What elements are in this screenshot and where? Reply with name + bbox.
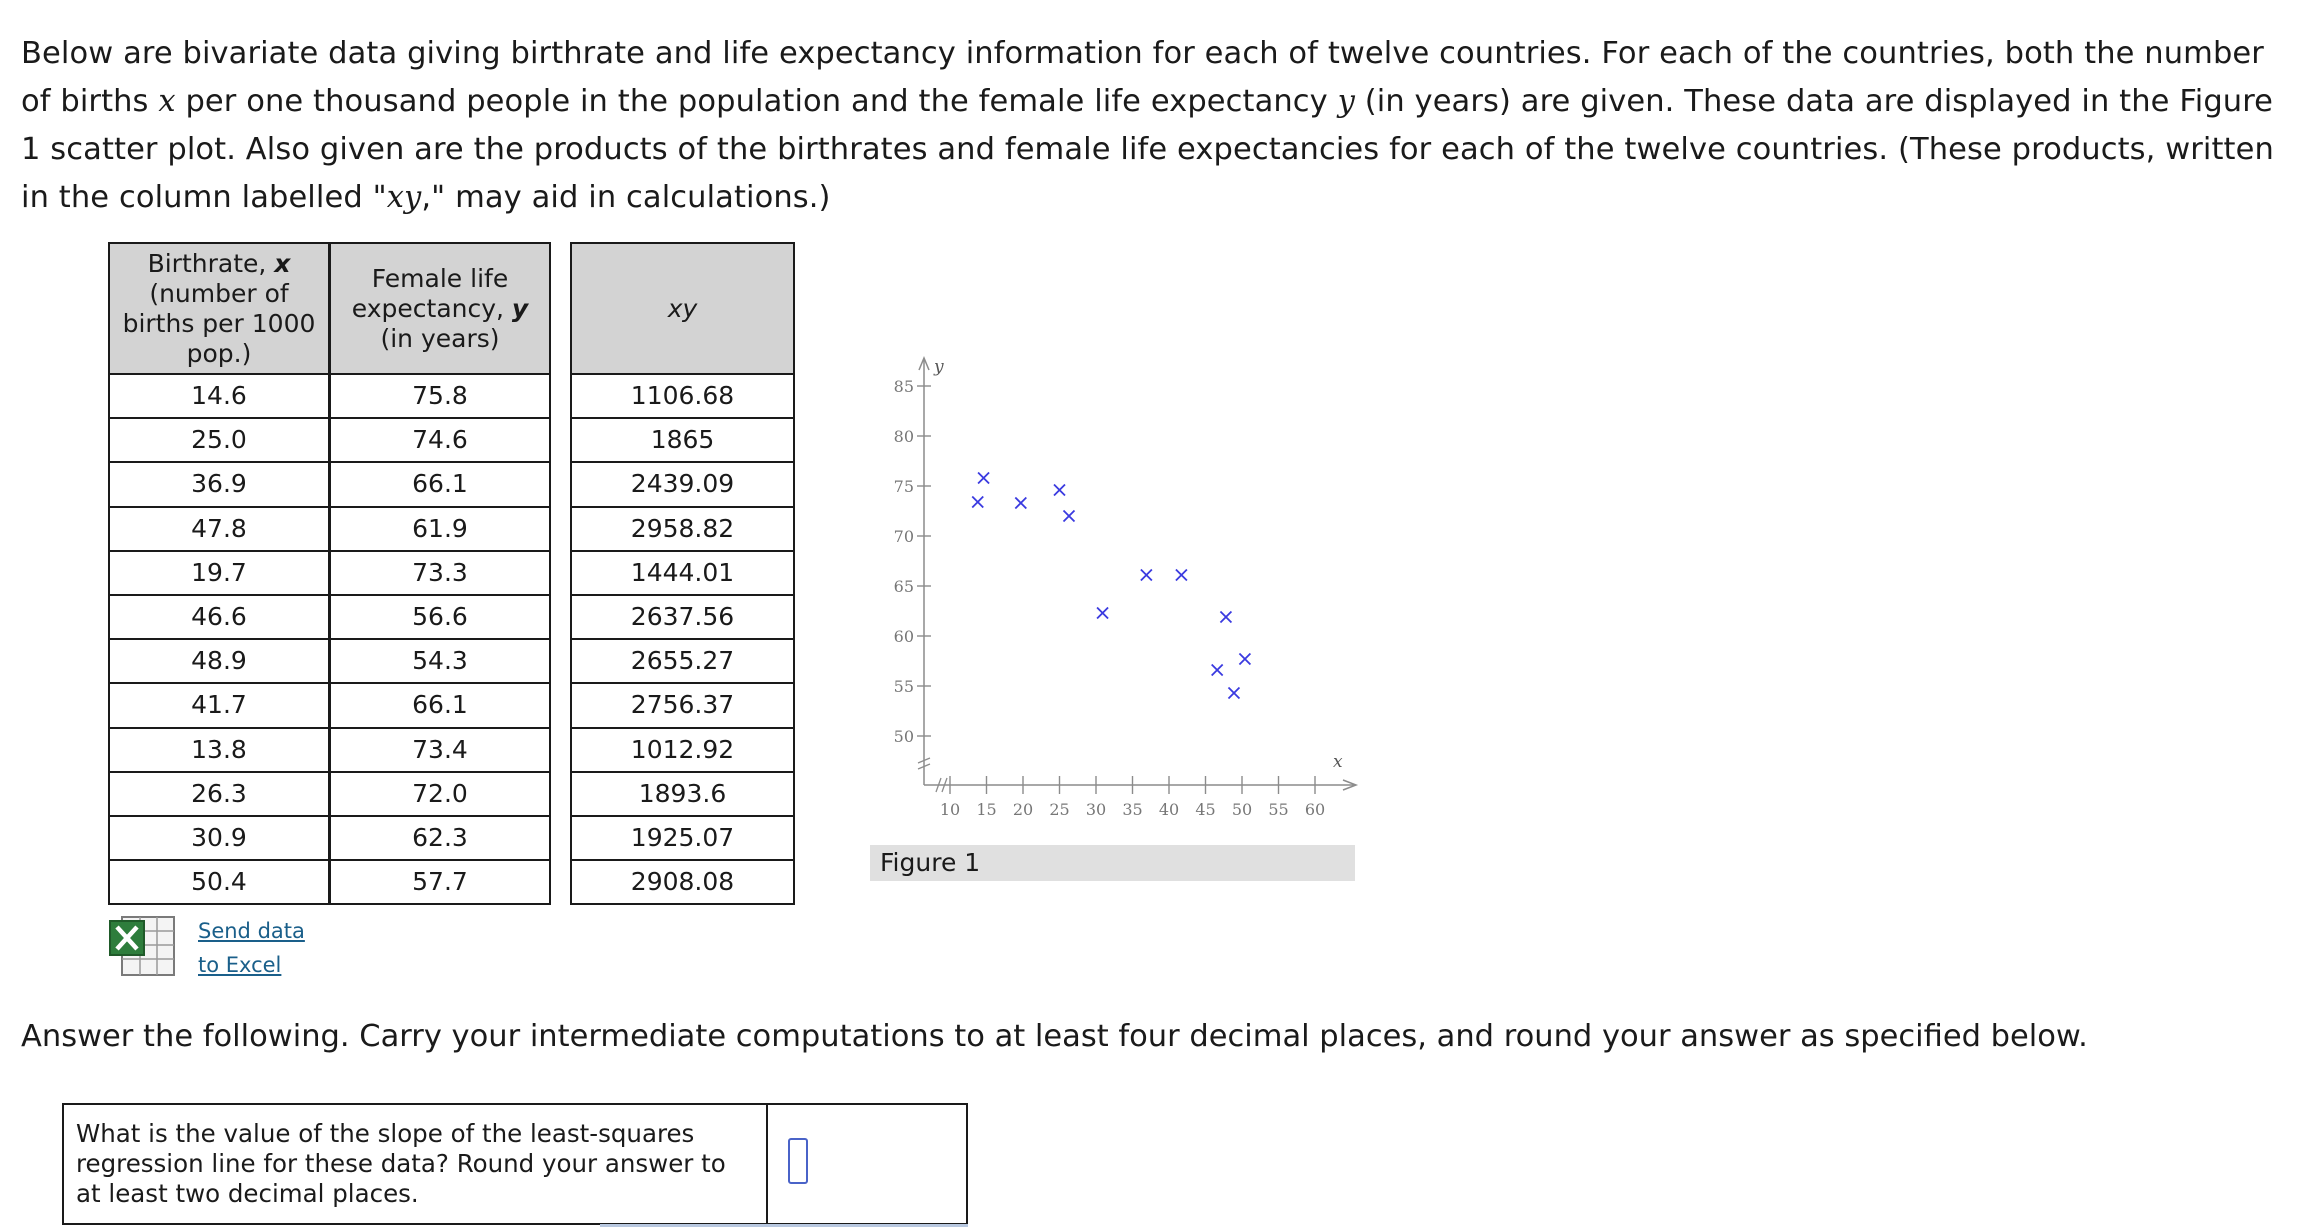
life-expectancy-cell: 66.1 — [330, 683, 550, 727]
life-expectancy-cell: 57.7 — [330, 860, 550, 904]
slope-answer-input[interactable] — [788, 1138, 808, 1184]
product-cell: 1893.6 — [571, 772, 794, 816]
send-data-to-excel-link[interactable]: Send data — [198, 919, 305, 943]
birthrate-cell: 13.8 — [109, 728, 329, 772]
data-point — [1228, 688, 1239, 699]
question-divider — [766, 1105, 768, 1223]
product-cell: 2637.56 — [571, 595, 794, 639]
x-tick-label: 40 — [1158, 800, 1180, 819]
life-expectancy-cell: 72.0 — [330, 772, 550, 816]
product-cell: 1925.07 — [571, 816, 794, 860]
x-tick-label: 10 — [939, 800, 961, 819]
table-row — [571, 418, 794, 462]
table-row — [109, 728, 329, 772]
var-y: y — [1337, 84, 1355, 119]
var-x: x — [158, 84, 176, 119]
data-point — [1176, 570, 1187, 581]
table-row — [571, 683, 794, 727]
birthrate-table — [108, 242, 330, 905]
product-cell: 2958.82 — [571, 507, 794, 551]
table-row — [109, 551, 329, 595]
product-table — [570, 242, 795, 905]
question-box — [62, 1103, 968, 1225]
table-row — [571, 507, 794, 551]
table-row — [571, 374, 794, 418]
y-tick-label: 80 — [893, 427, 914, 446]
table-row — [571, 860, 794, 904]
table-row — [330, 595, 550, 639]
birthrate-cell: 25.0 — [109, 418, 329, 462]
birthrate-cell: 19.7 — [109, 551, 329, 595]
x-tick-label: 30 — [1085, 800, 1107, 819]
x-tick-label: 55 — [1268, 800, 1289, 819]
birthrate-cell: 50.4 — [109, 860, 329, 904]
table-row — [330, 639, 550, 683]
life-expectancy-cell: 66.1 — [330, 462, 550, 506]
life-expectancy-header: Female life expectancy, y (in years) — [330, 243, 550, 374]
product-cell: 2439.09 — [571, 462, 794, 506]
life-expectancy-cell: 74.6 — [330, 418, 550, 462]
table-row — [109, 595, 329, 639]
table-row — [330, 860, 550, 904]
table-row — [109, 374, 329, 418]
table-row — [571, 639, 794, 683]
table-row — [109, 816, 329, 860]
life-expectancy-cell: 56.6 — [330, 595, 550, 639]
table-row — [330, 462, 550, 506]
product-cell: 2908.08 — [571, 860, 794, 904]
data-point — [1239, 654, 1250, 665]
excel-icon[interactable] — [108, 915, 178, 977]
product-cell: 1106.68 — [571, 374, 794, 418]
y-tick-label: 85 — [893, 377, 914, 396]
answer-instructions: Answer the following. Carry your intermediate computations to at least four decimal places, and round your answer as specified below. — [21, 1019, 2088, 1054]
data-point — [972, 497, 983, 508]
problem-intro: Below are bivariate data giving birthrate and life expectancy information for each of twelve countries. For each of the countries, both the number of births x per one thousand people in the population and the female life expectancy y (in years) are given. These data are displayed in the Figure 1 scatter plot. Also given are the products of the birthrates and female life expectancies for each of the twelve countries. (These products, written in the column labelled "xy," may aid in calculations.) — [21, 36, 2274, 215]
question-text: What is the value of the slope of the least-squares regression line for these data? Round your answer to at least two decimal places. — [76, 1119, 726, 1208]
birthrate-cell: 36.9 — [109, 462, 329, 506]
y-tick-label: 75 — [893, 477, 914, 496]
product-header: xy — [571, 243, 794, 374]
table-row — [571, 772, 794, 816]
table-row — [109, 507, 329, 551]
table-row — [330, 374, 550, 418]
y-axis-label: y — [934, 357, 944, 377]
x-tick-label: 25 — [1049, 800, 1070, 819]
data-point — [1097, 608, 1108, 619]
birthrate-cell: 46.6 — [109, 595, 329, 639]
life-expectancy-cell: 73.3 — [330, 551, 550, 595]
birthrate-cell: 47.8 — [109, 507, 329, 551]
life-expectancy-cell: 54.3 — [330, 639, 550, 683]
data-point — [1054, 485, 1065, 496]
birthrate-cell: 48.9 — [109, 639, 329, 683]
table-row — [109, 772, 329, 816]
table-row — [109, 860, 329, 904]
life-expectancy-cell: 75.8 — [330, 374, 550, 418]
product-cell: 1444.01 — [571, 551, 794, 595]
life-expectancy-cell: 61.9 — [330, 507, 550, 551]
table-row — [571, 816, 794, 860]
data-point — [1063, 511, 1074, 522]
life-expectancy-cell: 62.3 — [330, 816, 550, 860]
table-row — [330, 418, 550, 462]
birthrate-header: Birthrate, x (number of births per 1000 pop.) — [109, 243, 329, 374]
table-row — [109, 462, 329, 506]
y-tick-label: 65 — [893, 577, 914, 596]
table-row — [109, 683, 329, 727]
table-row — [330, 816, 550, 860]
table-row — [571, 462, 794, 506]
figure-caption: Figure 1 — [870, 845, 1355, 881]
x-axis-label: x — [1333, 752, 1343, 772]
table-row — [571, 551, 794, 595]
data-point — [1141, 570, 1152, 581]
x-tick-label: 45 — [1195, 800, 1216, 819]
table-row — [330, 728, 550, 772]
birthrate-cell: 41.7 — [109, 683, 329, 727]
product-cell: 1012.92 — [571, 728, 794, 772]
data-point — [1212, 665, 1223, 676]
x-tick-label: 35 — [1122, 800, 1143, 819]
table-row — [109, 418, 329, 462]
birthrate-cell: 30.9 — [109, 816, 329, 860]
data-point — [978, 473, 989, 484]
y-tick-label: 55 — [893, 677, 914, 696]
product-cell: 1865 — [571, 418, 794, 462]
table-row — [571, 728, 794, 772]
x-tick-label: 60 — [1304, 800, 1326, 819]
life-expectancy-cell: 73.4 — [330, 728, 550, 772]
y-tick-label: 70 — [893, 527, 914, 546]
life-expectancy-table — [329, 242, 551, 905]
table-row — [330, 683, 550, 727]
x-tick-label: 15 — [976, 800, 997, 819]
table-row — [571, 595, 794, 639]
table-row — [330, 772, 550, 816]
y-tick-label: 50 — [893, 727, 914, 746]
x-tick-label: 50 — [1231, 800, 1253, 819]
birthrate-cell: 26.3 — [109, 772, 329, 816]
table-row — [330, 507, 550, 551]
y-tick-label: 60 — [893, 627, 914, 646]
table-row — [330, 551, 550, 595]
table-row — [109, 639, 329, 683]
data-point — [1220, 612, 1231, 623]
x-tick-label: 20 — [1012, 800, 1034, 819]
send-data-to-excel-link-line-2[interactable]: to Excel — [198, 953, 282, 977]
birthrate-cell: 14.6 — [109, 374, 329, 418]
var-xy: xy — [386, 180, 422, 215]
product-cell: 2655.27 — [571, 639, 794, 683]
scatter-plot — [880, 350, 1360, 830]
product-cell: 2756.37 — [571, 683, 794, 727]
data-point — [1015, 498, 1026, 509]
